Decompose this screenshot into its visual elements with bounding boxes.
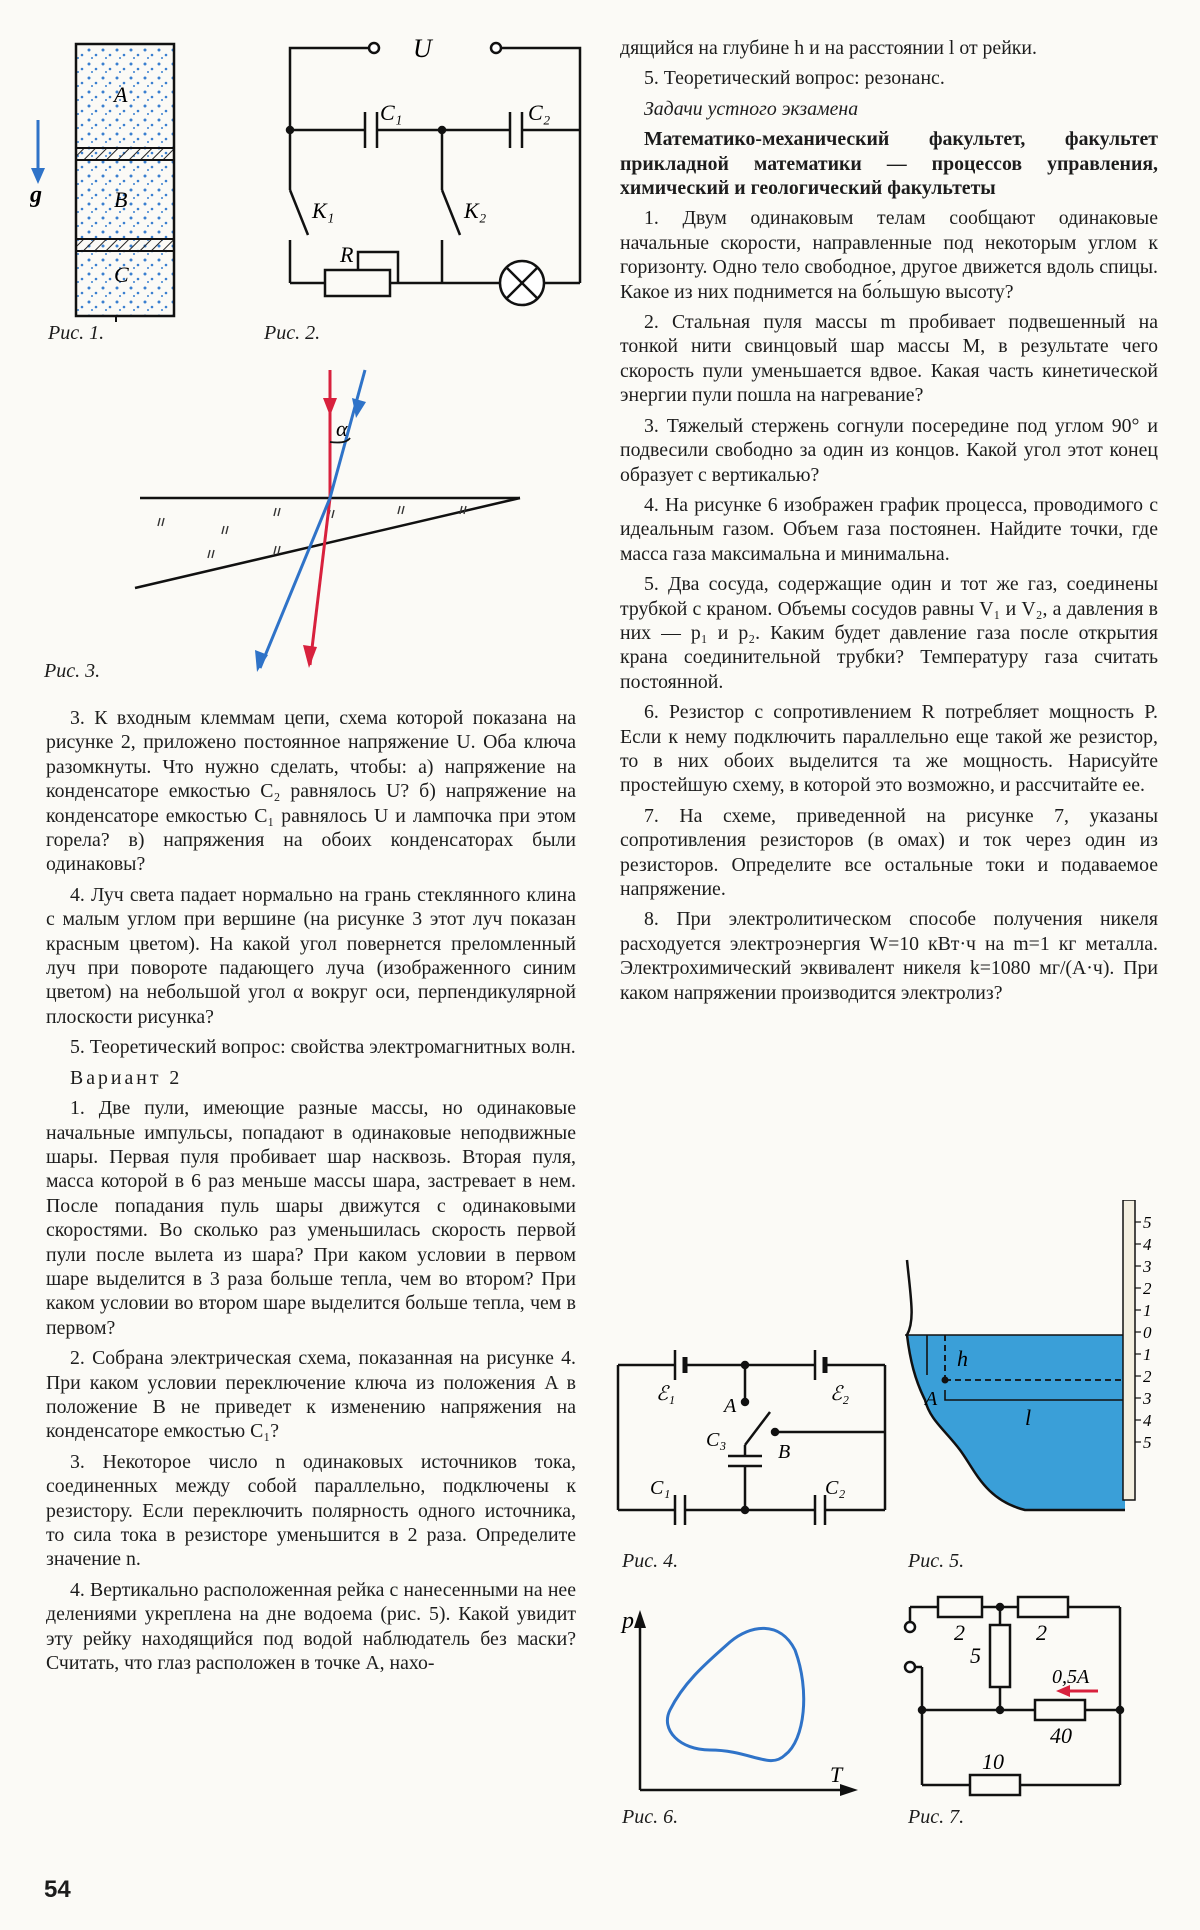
oral-problem-7: 7. На схеме, приведенной на рисунке 7, указаны сопротивления резисторов (в омах) и ток через один из резисторов. Определите все остальные токи и подаваемое напряжение.	[620, 804, 1158, 900]
oral-exam-heading: Задачи устного экзамена	[644, 97, 859, 120]
fig6-label-p: p	[622, 1608, 634, 1634]
fig5-scale-tick: 1	[1143, 1301, 1152, 1320]
oral-problem-1: 1. Двум одинаковым телам сообщают одинаковые начальные скорости, направленные под некоторым углом к горизонту. Одно тело свободное, другое движется вдоль спицы. Какое из них поднимется на бо́льшую высоту?	[620, 207, 1158, 303]
oral-problem-8: 8. При электролитическом способе получения никеля расходуется электроэнергия W=10 кВт·ч на m=1 кг металла. Электрохимический эквивалент никеля k=1080 мг/(А·ч). При каком напряжении производится электролиз?	[620, 908, 1158, 1004]
fig1-label-c: C	[114, 262, 129, 287]
fig5-label-h: h	[957, 1346, 968, 1371]
oral-problem-2: 2. Стальная пуля массы m пробивает подвешенный на тонкой нити свинцовый шар массы M, в результате чего скорость пули уменьшается вдвое. Какая часть кинетической энергии пули пошла на нагревание?	[620, 311, 1158, 407]
fig3-caption: Рис. 3.	[44, 660, 101, 682]
left-problem-4: 4. Луч света падает нормально на грань стеклянного клина с малым углом при вершине (на рисунке 3 этот луч показан красным цветом). На какой угол повернется преломленный луч при повороте падающего луча (изображенного синим цветом) на небольшой угол α вокруг оси, перпендикулярной плоскости рисунка?	[46, 883, 576, 1028]
fig4-label-e1: ℰ₁	[656, 1383, 676, 1405]
fig7-label-r4: 40	[1050, 1723, 1072, 1748]
fig7-label-r3: 5	[970, 1643, 981, 1668]
faculty-heading: Математико-механический факультет, факультет прикладной математики — процессов управления, химический и геологический факультеты	[620, 128, 1158, 200]
figure-2-circuit	[270, 30, 600, 330]
fig4-label-e2: ℰ₂	[830, 1383, 850, 1405]
fig2-label-r: R	[340, 242, 354, 267]
left-problem-5: 5. Теоретический вопрос: свойства электромагнитных волн.	[70, 1036, 576, 1059]
fig7-caption: Рис. 7.	[908, 1806, 965, 1828]
fig5-scale-tick: 0	[1143, 1323, 1152, 1342]
fig5-scale-tick: 4	[1143, 1411, 1152, 1430]
fig3-label-alpha: α	[336, 416, 348, 441]
fig5-scale-tick: 3	[1143, 1389, 1152, 1408]
fig2-caption: Рис. 2.	[264, 322, 321, 344]
fig5-scale-tick: 2	[1143, 1367, 1152, 1386]
fig5-scale-tick: 1	[1143, 1345, 1152, 1364]
figure-6-pt-graph	[610, 1600, 870, 1805]
fig1-label-g: g	[30, 182, 42, 208]
fig5-label-l: l	[1025, 1405, 1032, 1430]
left-problem-3: 3. К входным клеммам цепи, схема которой показана на рисунке 2, приложено постоянное напряжение U. Оба ключа разомкнуты. Что нужно сделать, чтобы: а) напряжение на конденсаторе емкостью C₂ равнялось U? б) напряжение на конденсаторе емкостью C₁ равнялось U и лампочка при этом горела? в) напряжения на обоих конденсаторах были одинаковы?	[46, 707, 576, 876]
fig4-caption: Рис. 4.	[622, 1550, 679, 1572]
fig5-caption: Рис. 5.	[908, 1550, 965, 1572]
fig2-label-k1: K₁	[312, 198, 335, 223]
fig7-label-r5: 10	[982, 1749, 1004, 1774]
fig6-caption: Рис. 6.	[622, 1806, 679, 1828]
fig1-label-b: B	[114, 187, 128, 212]
fig4-label-b: B	[778, 1441, 791, 1463]
fig4-label-c2: C₂	[825, 1477, 846, 1499]
fig5-scale-tick: 5	[1143, 1433, 1152, 1452]
fig4-label-a: A	[724, 1395, 737, 1417]
fig6-label-t: T	[830, 1762, 843, 1787]
figure-4-circuit	[610, 1330, 900, 1530]
fig5-scale-tick: 4	[1143, 1235, 1152, 1254]
oral-problem-5: 5. Два сосуда, содержащие один и тот же газ, соединены трубкой с краном. Объемы сосудов равны V₁ и V₂, а давления в них — p₁ и p₂. Каким будет давление газа после открытия крана соединительной трубки? Температуру газа считать постоянной.	[620, 573, 1158, 693]
fig7-label-current: 0,5А	[1052, 1666, 1090, 1688]
figure-1-cylinder	[30, 32, 200, 322]
fig2-label-c2: C₂	[528, 100, 551, 125]
variant2-problem-2: 2. Собрана электрическая схема, показанная на рисунке 4. При каком условии переключение ключа из положения A в положение B не приведет к изменению напряжения на конденсаторе емкостью C₁?	[46, 1347, 576, 1443]
fig5-scale-tick: 5	[1143, 1213, 1152, 1232]
fig5-label-a: A	[925, 1388, 938, 1410]
oral-problem-4: 4. На рисунке 6 изображен график процесса, проводимого с идеальным газом. Объем газа постоянен. Найдите точки, где масса газа максимальна и минимальна.	[620, 493, 1158, 565]
fig2-label-c1: C₁	[380, 100, 403, 125]
fig4-label-c3: C₃	[706, 1429, 727, 1451]
figure-3-wedge	[100, 350, 540, 680]
fig7-label-r2: 2	[1036, 1620, 1047, 1645]
page-number: 54	[44, 1876, 71, 1903]
variant2-problem-4: 4. Вертикально расположенная рейка с нанесенными на нее делениями укреплена на дне водоема (рис. 5). Какой увидит эту рейку находящийся под водой наблюдатель без маски? Считать, что глаз расположен в точке A, нахо-	[46, 1578, 576, 1675]
right-continuation: дящийся на глубине h и на расстоянии l от рейки.	[620, 37, 1037, 59]
oral-problem-6: 6. Резистор с сопротивлением R потребляет мощность P. Если к нему подключить параллельно еще такой же резистор, то в них обоих выделится та же мощность. Нарисуйте простейшую схему, в которой это возможно, и рассчитайте ее.	[620, 701, 1158, 797]
variant2-problem-1: 1. Две пули, имеющие разные массы, но одинаковые начальные импульсы, попадают в одинаковые неподвижные шары. Первая пуля пробивает шар насквозь. Вторая пуля, масса которой в 6 раз меньше массы шара, застревает в нем. После попадания пуль шары движутся с одинаковыми скоростями. Во сколько раз уменьшилась скорость первой пули после вылета из шара? При каком условии в первом шаре выделится в 3 раза больше тепла, чем во втором? При каком условии во втором шаре выделится больше тепла, чем в первом?	[46, 1097, 576, 1339]
variant2-problem-3: 3. Некоторое число n одинаковых источников тока, соединенных между собой параллельно, подключены к резистору. Если переключить полярность одного источника, то сила тока в резисторе уменьшится в 2 раза. Определите значение n.	[46, 1450, 576, 1571]
right-problem-5: 5. Теоретический вопрос: резонанс.	[644, 67, 945, 90]
fig4-label-c1: C₁	[650, 1477, 671, 1499]
fig2-label-u: U	[413, 34, 432, 63]
fig5-scale-tick: 3	[1143, 1257, 1152, 1276]
variant-heading: Вариант 2	[70, 1066, 183, 1089]
left-text-column	[46, 706, 576, 1681]
figure-5-water-rod	[905, 1200, 1165, 1520]
oral-problem-3: 3. Тяжелый стержень согнули посередине под углом 90° и подвесили свободно за один из концов. Какой угол этот конец образует с вертикалью?	[620, 414, 1158, 486]
fig7-label-r1: 2	[954, 1620, 965, 1645]
fig1-label-a: A	[114, 82, 128, 107]
fig5-scale-tick: 2	[1143, 1279, 1152, 1298]
fig5-scale	[1142, 1213, 1152, 1452]
fig2-label-k2: K₂	[464, 198, 487, 223]
figure-7-circuit	[900, 1595, 1160, 1800]
fig1-caption: Рис. 1.	[48, 322, 105, 344]
right-text-column	[620, 36, 1158, 1011]
